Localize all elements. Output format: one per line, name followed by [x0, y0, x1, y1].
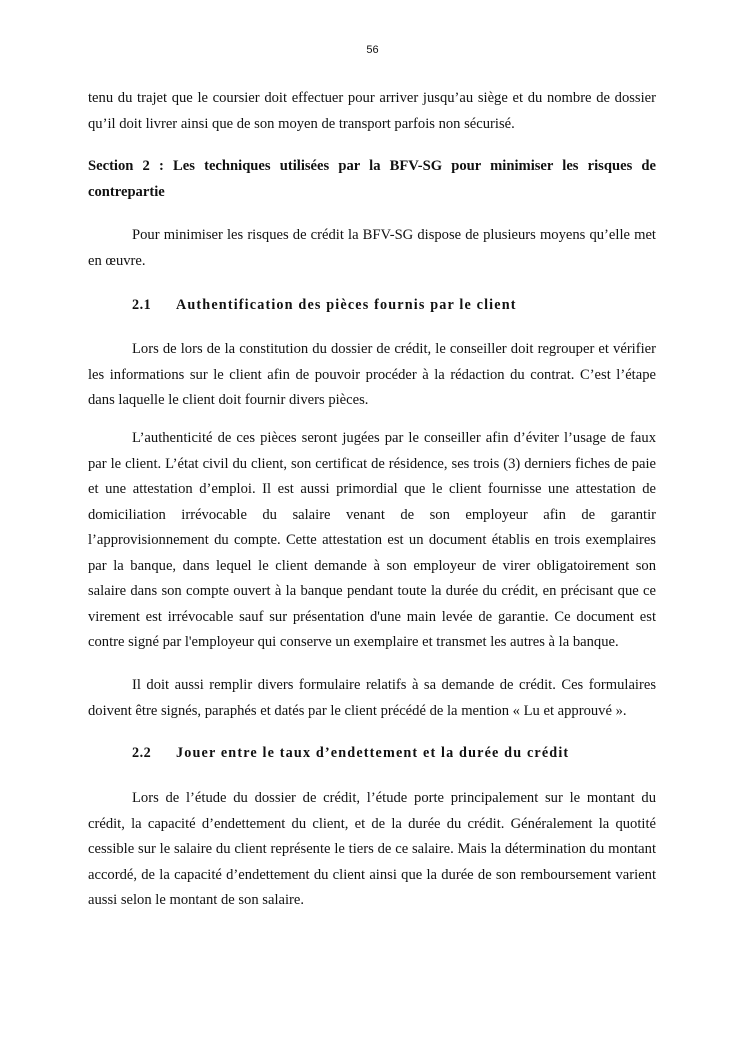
subsection-2-2-heading — [88, 743, 656, 763]
paragraph-text: Il doit aussi remplir divers formulaire relatifs à sa demande de crédit. Ces formulaires doivent être signés, paraphés et datés par le client précédé de la mention « Lu et approuvé ». — [88, 677, 656, 719]
page-number: 56 — [366, 44, 379, 56]
paragraph-text: Pour minimiser les risques de crédit la BFV-SG dispose de plusieurs moyens qu’elle met en œuvre. — [88, 227, 656, 269]
paragraph-formulaires — [88, 673, 656, 724]
subsection-number: 2.1 — [132, 297, 152, 313]
paragraph-text: tenu du trajet que le coursier doit effectuer pour arriver jusqu’au siège et du nombre de dossier qu’il doit livrer ainsi que de son moyen de transport parfois non sécurisé. — [88, 90, 656, 132]
paragraph-text: Lors de l’étude du dossier de crédit, l’étude porte principalement sur le montant du crédit, la capacité d’endettement du client, et de la durée du crédit. Généralement la quotité cessible sur le salaire du client représente le tiers de ce salaire. Mais la détermination du montant accordé, de la capacité d’endettement du client ainsi que la durée de son remboursement varient aussi selon le montant de son salaire. — [88, 790, 656, 908]
paragraph-text: Lors de lors de la constitution du dossier de crédit, le conseiller doit regrouper et vérifier les informations sur le client afin de pouvoir procéder à la rédaction du contrat. C’est l’étape dans laquelle le client doit fournir divers pièces. — [88, 341, 656, 408]
section-title: Section 2 : Les techniques utilisées par la BFV-SG pour minimiser les risques de contrepartie — [88, 158, 656, 200]
paragraph-text: L’authenticité de ces pièces seront jugées par le conseiller afin d’éviter l’usage de faux par le client. L’état civil du client, son certificat de résidence, ses trois (3) derniers fiches de paie et une attestation d’emploi. Il est aussi primordial que le client fournisse une attestation de domiciliation irrévocable du salaire venant de son employeur afin de garantir l’approvisionnement du compte. Cette attestation est un document établis en trois exemplaires par la banque, dans lequel le client demande à son employeur de virer obligatoirement son salaire dans son compte ouvert à la banque pendant toute la durée du crédit, en précisant que ce virement est irrévocable sauf sur présentation d'une main levée de garantie. Ce document est contre signé par l'employeur qui conserve un exemplaire et transmet les autres à la banque. — [88, 430, 656, 650]
paragraph-constitution — [88, 337, 656, 414]
paragraph-continuation — [88, 86, 656, 137]
paragraph-intro — [88, 223, 656, 274]
paragraph-etude — [88, 786, 656, 914]
subsection-2-1-heading — [88, 295, 656, 315]
subsection-title: Authentification des pièces fournis par le client — [176, 297, 517, 313]
subsection-title: Jouer entre le taux d’endettement et la durée du crédit — [176, 745, 570, 761]
section-2-heading — [88, 154, 656, 205]
paragraph-authenticite — [88, 426, 656, 656]
subsection-number: 2.2 — [132, 745, 152, 761]
